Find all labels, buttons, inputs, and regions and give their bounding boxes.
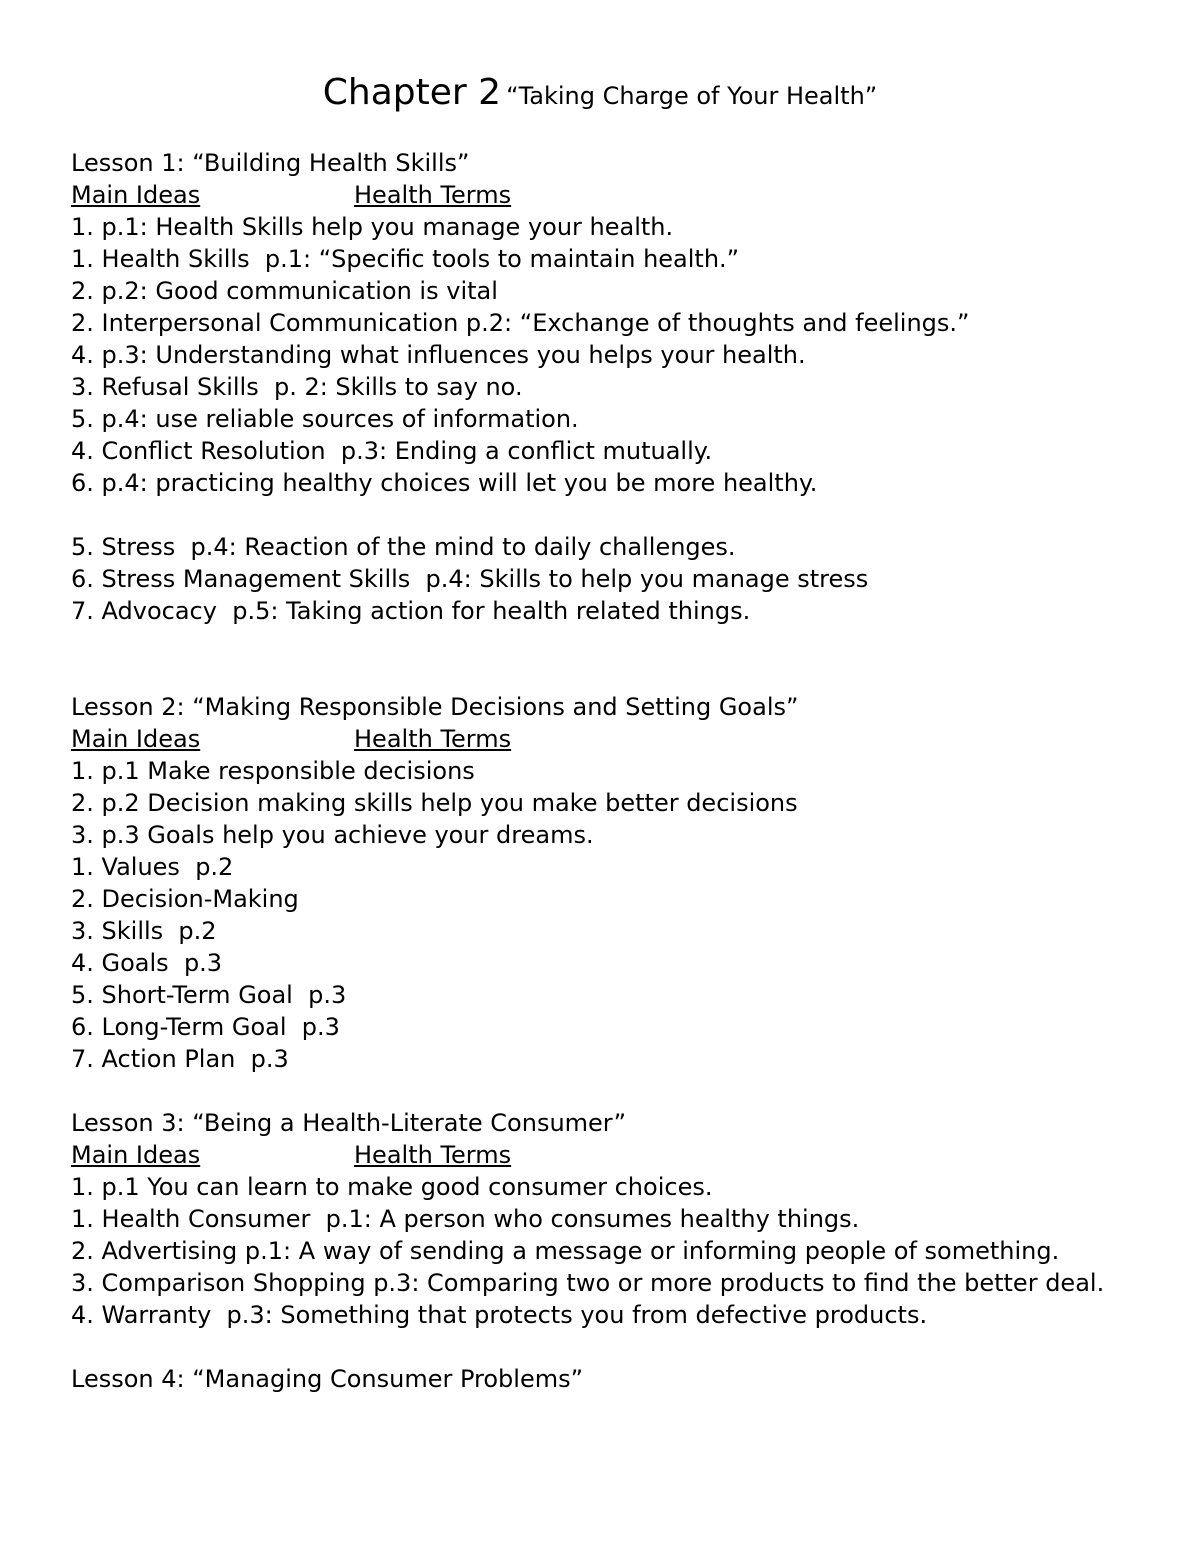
lesson-1-line: 1. p.1: Health Skills help you manage your health. <box>71 213 674 241</box>
lesson-4-heading: Lesson 4: “Managing Consumer Problems” <box>71 1365 584 1393</box>
blank-lines <box>71 627 1191 691</box>
chapter-title-subtitle: “Taking Charge of Your Health” <box>506 82 878 110</box>
main-ideas-header: Main Ideas <box>71 1141 201 1169</box>
lesson-1-line: 4. Conflict Resolution p.3: Ending a conflict mutually. <box>71 437 713 465</box>
main-ideas-header: Main Ideas <box>71 725 201 753</box>
lesson-2-line: 2. p.2 Decision making skills help you make better decisions <box>71 789 798 817</box>
lesson-3-line: 4. Warranty p.3: Something that protects you from defective products. <box>71 1301 928 1329</box>
health-terms-header: Health Terms <box>354 181 512 209</box>
lesson-2-line: 5. Short-Term Goal p.3 <box>71 981 347 1009</box>
lesson-2-heading: Lesson 2: “Making Responsible Decisions and Setting Goals” <box>71 693 799 721</box>
blank-line <box>71 1331 1191 1363</box>
chapter-title <box>0 72 1200 113</box>
lesson-1-line: 3. Refusal Skills p. 2: Skills to say no. <box>71 373 523 401</box>
blank-line <box>71 499 1191 531</box>
chapter-title-main: Chapter 2 <box>322 72 502 113</box>
lesson-3-line: 1. Health Consumer p.1: A person who consumes healthy things. <box>71 1205 860 1233</box>
lesson-1-line: 2. p.2: Good communication is vital <box>71 277 498 305</box>
lesson-1-line: 6. Stress Management Skills p.4: Skills to help you manage stress <box>71 565 869 593</box>
lesson-2-line: 4. Goals p.3 <box>71 949 223 977</box>
lesson-1-line: 2. Interpersonal Communication p.2: “Exchange of thoughts and feelings.” <box>71 309 970 337</box>
health-terms-header: Health Terms <box>354 725 512 753</box>
lesson-3-line: 3. Comparison Shopping p.3: Comparing two or more products to find the better deal. <box>71 1269 1105 1297</box>
main-ideas-header: Main Ideas <box>71 181 201 209</box>
lesson-2-line: 3. Skills p.2 <box>71 917 217 945</box>
lesson-1-heading: Lesson 1: “Building Health Skills” <box>71 149 470 177</box>
lesson-3-line: 1. p.1 You can learn to make good consumer choices. <box>71 1173 713 1201</box>
lesson-2-line: 7. Action Plan p.3 <box>71 1045 289 1073</box>
lesson-1-line: 4. p.3: Understanding what influences you helps your health. <box>71 341 806 369</box>
blank-line <box>71 1075 1191 1107</box>
lesson-1-line: 7. Advocacy p.5: Taking action for health related things. <box>71 597 751 625</box>
lesson-2-line: 1. Values p.2 <box>71 853 234 881</box>
lesson-3-column-headers <box>71 1139 1191 1171</box>
lesson-3-line: 2. Advertising p.1: A way of sending a message or informing people of something. <box>71 1237 1060 1265</box>
lesson-1-line: 5. p.4: use reliable sources of information. <box>71 405 579 433</box>
lesson-2-line: 1. p.1 Make responsible decisions <box>71 757 475 785</box>
lesson-1-column-headers <box>71 179 1191 211</box>
lesson-1-line: 5. Stress p.4: Reaction of the mind to daily challenges. <box>71 533 736 561</box>
lesson-2-line: 2. Decision-Making <box>71 885 299 913</box>
lesson-3-heading: Lesson 3: “Being a Health-Literate Consumer” <box>71 1109 627 1137</box>
document-body <box>71 147 1191 1395</box>
lesson-1-line: 1. Health Skills p.1: “Specific tools to maintain health.” <box>71 245 740 273</box>
lesson-1-line: 6. p.4: practicing healthy choices will let you be more healthy. <box>71 469 818 497</box>
lesson-2-line: 3. p.3 Goals help you achieve your dreams. <box>71 821 594 849</box>
lesson-2-line: 6. Long-Term Goal p.3 <box>71 1013 340 1041</box>
health-terms-header: Health Terms <box>354 1141 512 1169</box>
lesson-2-column-headers <box>71 723 1191 755</box>
